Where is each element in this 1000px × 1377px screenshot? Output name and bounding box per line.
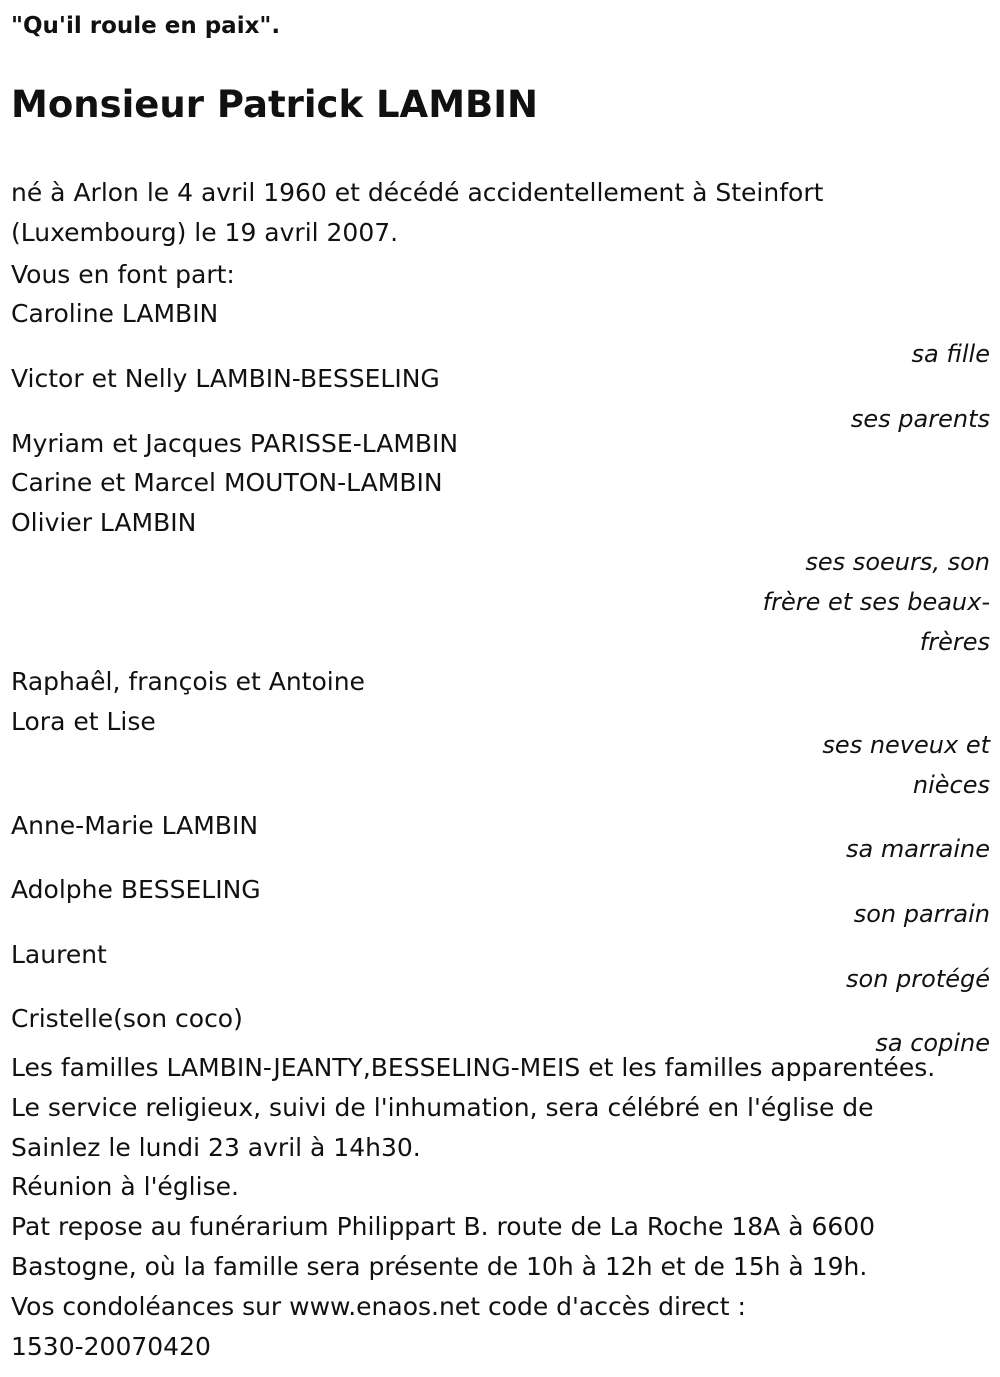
relation-row xyxy=(11,959,990,1000)
closing-line: Bastogne, où la famille sera présente de 10h à 12h et de 15h à 19h. xyxy=(11,1251,868,1281)
closing-line: Les familles LAMBIN-JEANTY,BESSELING-MEIS et les familles apparentées. xyxy=(11,1052,936,1082)
relation-row xyxy=(11,543,990,662)
family-relation-line: ses neveux et xyxy=(822,730,990,759)
family-member-name: Anne-Marie LAMBIN xyxy=(11,810,259,840)
family-relation xyxy=(800,726,990,806)
closing-line: Le service religieux, suivi de l'inhumation, sera célébré en l'église de xyxy=(11,1092,874,1122)
birth-death-line: né à Arlon le 4 avril 1960 et décédé accidentellement à Steinfort xyxy=(11,178,824,207)
family-member-name: Myriam et Jacques PARISSE-LAMBIN xyxy=(11,428,459,458)
deceased-name-title: Monsieur Patrick LAMBIN xyxy=(11,83,538,126)
family-member-name: Caroline LAMBIN xyxy=(11,299,219,329)
access-code: 1530-20070420 xyxy=(11,1331,211,1361)
family-group xyxy=(11,935,990,1000)
family-relation: ses parents xyxy=(850,404,990,433)
closing-paragraph xyxy=(11,1048,990,1366)
family-relation-line: nièces xyxy=(912,770,990,799)
family-member-name: Adolphe BESSELING xyxy=(11,875,261,905)
family-relation: sa fille xyxy=(911,340,990,369)
family-relation: son parrain xyxy=(853,899,990,928)
family-group xyxy=(11,662,990,805)
family-relation xyxy=(750,543,990,662)
family-relation: sa marraine xyxy=(845,835,990,864)
closing-line: Pat repose au funérarium Philippart B. route de La Roche 18A à 6600 xyxy=(11,1212,876,1242)
closing-line: Réunion à l'église. xyxy=(11,1172,239,1202)
family-member-name: Laurent xyxy=(11,939,107,969)
family-group xyxy=(11,870,990,935)
family-relation: son protégé xyxy=(846,964,990,993)
family-group xyxy=(11,806,990,871)
family-member-name: Raphaêl, françois et Antoine xyxy=(11,667,365,697)
epigraph: "Qu'il roule en paix". xyxy=(11,13,281,39)
announcement-intro: Vous en font part: xyxy=(11,259,235,289)
family-relation-line: frères xyxy=(919,627,990,656)
family-relation-line: ses soeurs, son xyxy=(805,547,990,576)
notice-body xyxy=(11,173,990,1366)
closing-line: Sainlez le lundi 23 avril à 14h30. xyxy=(11,1132,421,1162)
relation-row xyxy=(11,726,990,806)
family-member-name: Cristelle(son coco) xyxy=(11,1004,243,1034)
family-member-name: Olivier LAMBIN xyxy=(11,508,197,538)
family-group xyxy=(11,424,990,663)
family-member-name: Carine et Marcel MOUTON-LAMBIN xyxy=(11,468,443,498)
family-member-name: Victor et Nelly LAMBIN-BESSELING xyxy=(11,363,440,393)
family-member-name: Lora et Lise xyxy=(11,707,156,737)
closing-line: Vos condoléances sur www.enaos.net code d'accès direct : xyxy=(11,1291,746,1321)
family-relation-line: frère et ses beaux- xyxy=(762,587,990,616)
family-relation: sa copine xyxy=(875,1029,990,1058)
birth-death-paragraph xyxy=(11,173,990,253)
birth-death-line: (Luxembourg) le 19 avril 2007. xyxy=(11,217,399,247)
